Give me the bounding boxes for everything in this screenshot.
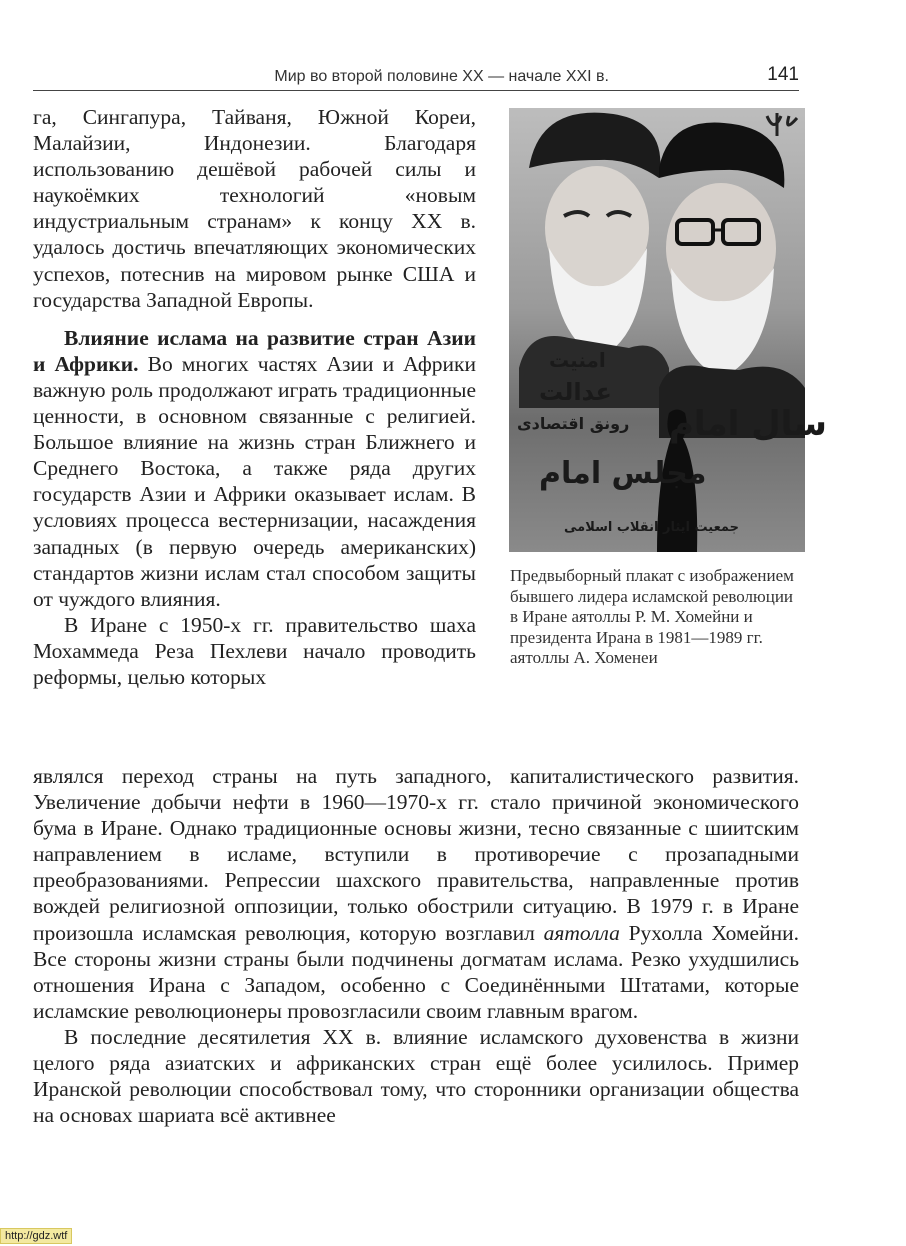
paragraph-late-20th-century: В последние десятилетия XX в. влияние исламского духовенства в жизни целого ряда азиатских и африканских стран ещё более усилилось. Пример Иранской революции способствовал тому, что сторонники организации общества на основах шариата всё активнее [33, 1024, 799, 1128]
source-url-label[interactable]: http://gdz.wtf [0, 1228, 72, 1244]
paragraph-iran-continued [33, 763, 799, 1024]
poster-text-economy: رونق اقتصادی [517, 414, 630, 433]
photo-caption: Предвыборный плакат с изображением бывшего лидера исламской революции в Иране аятоллы Р. М. Хомейни и президента Ирана в 1981—1989 гг. аятоллы А. Хоменеи [510, 566, 794, 667]
poster-text-imam-parliament: مجلس امام [539, 456, 707, 491]
page-header [33, 62, 799, 91]
poster-text-security: امنیت [549, 348, 606, 372]
full-width-text [33, 763, 799, 1128]
poster-text-justice: عدالت [539, 378, 612, 406]
page-number: 141 [767, 64, 799, 85]
running-head: Мир во второй половине XX — начале XXI в. [274, 68, 609, 85]
paragraph-islam-influence [33, 325, 476, 612]
poster-text-year-imam: سال امام [669, 404, 827, 444]
election-poster-photo [509, 108, 827, 552]
term-ayatollah: аятолла [543, 920, 620, 945]
paragraph-islam-text: Во многих частях Азии и Африки важную роль продолжают играть традиционные ценности, в основном связанные с религией. Большое влияние на жизнь стран Ближнего и Среднего Востока, а также ряда других государств Азии и Африки оказывает ислам. В условиях процесса вестернизации, насаждения западных (в первую очередь американских) стандартов жизни ислам стал способом защиты от чуждого влияния. [33, 351, 477, 611]
section-heading: Влияние ислама на развитие стран Азии и Африки. [33, 325, 476, 376]
paragraph-industrial-countries: га, Сингапура, Тайваня, Южной Кореи, Малайзии, Индонезии. Благодаря использованию дешёвой рабочей силы и наукоёмких технологий «новым индустриальным странам» к концу XX в. удалось достичь впечатляющих экономических успехов, потеснив на мировом рынке США и государства Западной Европы. [33, 105, 476, 312]
paragraph-iran-start: В Иране с 1950-х гг. правительство шаха Мохаммеда Реза Пехлеви начало проводить реформы, целью которых [33, 612, 476, 689]
poster-text-society: جمعیت ایثار انقلاب اسلامی [564, 520, 740, 535]
paragraph-iran-text-b: Рухолла Хомейни. Все стороны жизни страны были подчинены догматам ислама. Резко ухудшились отношения Ирана с Западом, особенно с Соединёнными Штатами, которые исламские революционеры провозгласили своим главным врагом. [33, 920, 799, 1023]
left-column [33, 104, 476, 690]
paragraph-iran-text-a: являлся переход страны на путь западного, капиталистического развития. Увеличение добычи нефти в 1960—1970-х гг. стало причиной экономического бума в Иране. Однако традиционные основы жизни, тесно связанные с шиитским направлением в исламе, вступили в противоречие с прозападными преобразованиями. Репрессии шахского правительства, направленные против вождей религиозной оппозиции, только обострили ситуацию. В 1979 г. в Иране произошла исламская революция, которую возглавил [33, 764, 799, 945]
